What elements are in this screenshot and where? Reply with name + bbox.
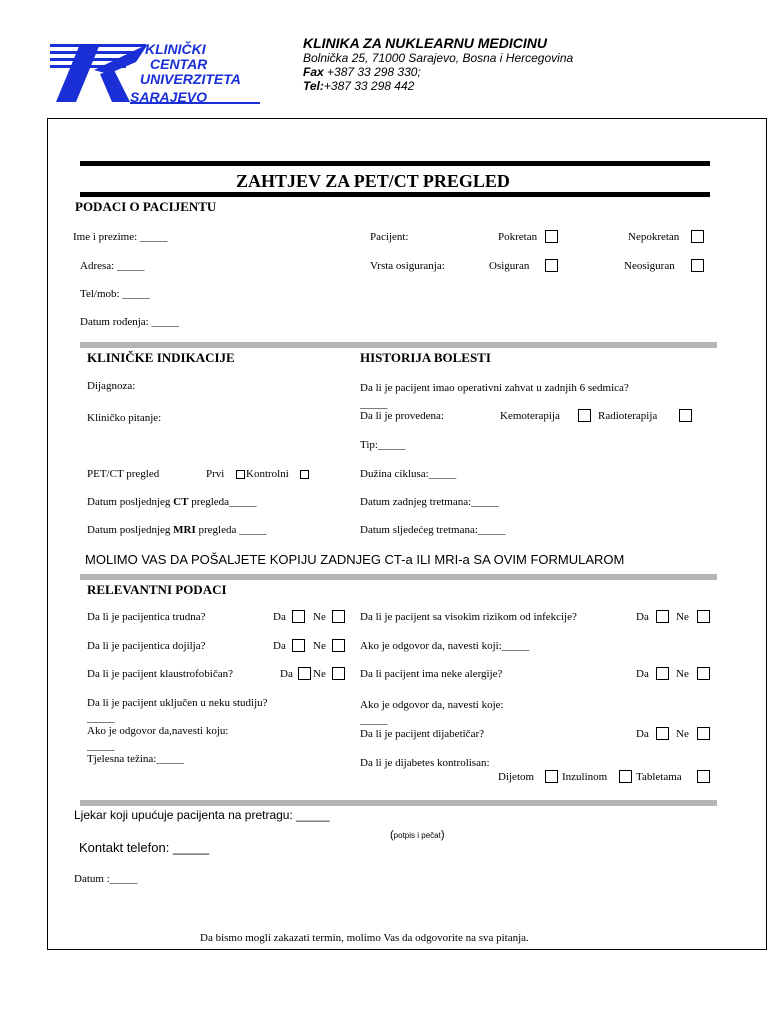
allergies-which-blank[interactable]: _____ bbox=[360, 714, 388, 726]
control-exam-checkbox[interactable] bbox=[300, 470, 309, 479]
last-mri-pre: Datum posljednjeg bbox=[87, 524, 174, 536]
logo-text-line4: SARAJEVO bbox=[130, 89, 208, 105]
clinic-fax bbox=[303, 65, 421, 79]
surgery-question: Da li je pacijent imao operativni zahvat u zadnjih 6 sedmica? bbox=[360, 382, 629, 394]
patient-status-label: Pacijent: bbox=[370, 231, 409, 243]
allergies-yes-checkbox[interactable] bbox=[656, 667, 669, 680]
patient-phone-field[interactable]: Tel/mob: _____ bbox=[80, 288, 150, 300]
diabetic-question: Da li je pacijent dijabetičar? bbox=[360, 728, 484, 740]
control-exam-label: Kontrolni bbox=[246, 468, 289, 480]
breastfeeding-yes-label: Da bbox=[273, 640, 286, 652]
date-field[interactable]: Datum :_____ bbox=[74, 873, 138, 885]
immobile-checkbox[interactable] bbox=[691, 230, 704, 243]
pregnant-yes-label: Da bbox=[273, 611, 286, 623]
tel-label: Tel: bbox=[303, 79, 324, 93]
fax-value: +387 33 298 330; bbox=[323, 65, 421, 79]
immobile-label: Nepokretan bbox=[628, 231, 680, 243]
last-mri-bold: MRI bbox=[173, 524, 196, 536]
tablets-checkbox[interactable] bbox=[697, 770, 710, 783]
mobile-label: Pokretan bbox=[498, 231, 538, 243]
study-question: Da li je pacijent uključen u neku studiju? bbox=[87, 697, 268, 709]
contact-phone-field[interactable]: Kontakt telefon: _____ bbox=[79, 840, 210, 855]
logo-text-line2: CENTAR bbox=[150, 56, 208, 72]
history-heading: HISTORIJA BOLESTI bbox=[360, 350, 491, 365]
breastfeeding-no-checkbox[interactable] bbox=[332, 639, 345, 652]
therapy-performed-label: Da li je provedena: bbox=[360, 410, 444, 422]
patient-dob-field[interactable]: Datum rođenja: _____ bbox=[80, 316, 179, 328]
answer-all-note: Da bismo mogli zakazati termin, molimo Vas da odgovorite na sva pitanja. bbox=[200, 932, 529, 944]
weight-field[interactable]: Tjelesna težina:_____ bbox=[87, 753, 184, 765]
insulin-label: Inzulinom bbox=[562, 771, 608, 783]
patient-address-field[interactable]: Adresa: _____ bbox=[80, 260, 145, 272]
breastfeeding-yes-checkbox[interactable] bbox=[292, 639, 305, 652]
section-divider-3 bbox=[80, 800, 717, 806]
form-title: ZAHTJEV ZA PET/CT PREGLED bbox=[236, 171, 510, 191]
signature-text: potpis i pečat bbox=[393, 831, 441, 840]
last-mri-date-field[interactable] bbox=[87, 524, 267, 536]
last-treatment-field[interactable]: Datum zadnjeg tretmana:_____ bbox=[360, 496, 499, 508]
diet-label: Dijetom bbox=[498, 771, 535, 783]
tablets-label: Tabletama bbox=[636, 771, 682, 783]
patient-section-heading: PODACI O PACIJENTU bbox=[75, 199, 217, 214]
infection-no-label: Ne bbox=[676, 611, 689, 623]
claustrophobic-question: Da li je pacijent klaustrofobičan? bbox=[87, 668, 233, 680]
infection-which-field[interactable]: Ako je odgovor da, navesti koji:_____ bbox=[360, 640, 530, 652]
infection-no-checkbox[interactable] bbox=[697, 610, 710, 623]
breastfeeding-no-label: Ne bbox=[313, 640, 326, 652]
diabetic-no-label: Ne bbox=[676, 728, 689, 740]
logo-text-line3: UNIVERZITETA bbox=[140, 71, 241, 87]
tel-value: +387 33 298 442 bbox=[323, 79, 415, 93]
allergies-question: Da li pacijent ima neke alergije? bbox=[360, 668, 503, 680]
diabetic-yes-checkbox[interactable] bbox=[656, 727, 669, 740]
last-mri-post: pregleda _____ bbox=[195, 524, 267, 536]
claustrophobic-yes-label: Da bbox=[280, 668, 293, 680]
clinical-heading: KLINIČKE INDIKACIJE bbox=[87, 350, 235, 365]
mobile-checkbox[interactable] bbox=[545, 230, 558, 243]
last-ct-pre: Datum posljednjeg bbox=[87, 496, 174, 508]
claustrophobic-no-label: Ne bbox=[313, 668, 326, 680]
pregnant-no-checkbox[interactable] bbox=[332, 610, 345, 623]
therapy-type-field[interactable]: Tip:_____ bbox=[360, 439, 406, 451]
uninsured-checkbox[interactable] bbox=[691, 259, 704, 272]
insured-label: Osiguran bbox=[489, 260, 530, 272]
radio-label: Radioterapija bbox=[598, 410, 658, 422]
relevant-heading: RELEVANTNI PODACI bbox=[87, 582, 227, 597]
uninsured-label: Neosiguran bbox=[624, 260, 675, 272]
allergies-yes-label: Da bbox=[636, 668, 649, 680]
allergies-which-label: Ako je odgovor da, navesti koje: bbox=[360, 699, 504, 711]
claustrophobic-yes-checkbox[interactable] bbox=[298, 667, 311, 680]
clinic-address: Bolnička 25, 71000 Sarajevo, Bosna i Hercegovina bbox=[303, 51, 574, 65]
pregnant-no-label: Ne bbox=[313, 611, 326, 623]
referring-doctor-field[interactable]: Ljekar koji upućuje pacijenta na pretragu: _____ bbox=[74, 808, 330, 822]
section-divider-2 bbox=[80, 574, 717, 580]
next-treatment-field[interactable]: Datum sljedećeg tretmana:_____ bbox=[360, 524, 506, 536]
chemo-checkbox[interactable] bbox=[578, 409, 591, 422]
diet-checkbox[interactable] bbox=[545, 770, 558, 783]
study-answer-blank[interactable]: _____ bbox=[87, 712, 115, 724]
claustrophobic-no-checkbox[interactable] bbox=[332, 667, 345, 680]
radio-checkbox[interactable] bbox=[679, 409, 692, 422]
last-ct-post: pregleda_____ bbox=[188, 496, 257, 508]
surgery-answer-blank[interactable]: _____ bbox=[360, 398, 388, 410]
first-exam-checkbox[interactable] bbox=[236, 470, 245, 479]
breastfeeding-question: Da li je pacijentica dojilja? bbox=[87, 640, 206, 652]
signature-close: ) bbox=[440, 829, 445, 841]
allergies-no-label: Ne bbox=[676, 668, 689, 680]
infection-question: Da li je pacijent sa visokim rizikom od infekcije? bbox=[360, 611, 577, 623]
first-exam-label: Prvi bbox=[206, 468, 225, 480]
pregnant-yes-checkbox[interactable] bbox=[292, 610, 305, 623]
section-divider-1 bbox=[80, 342, 717, 348]
diabetic-yes-label: Da bbox=[636, 728, 649, 740]
pregnant-question: Da li je pacijentica trudna? bbox=[87, 611, 206, 623]
clinical-question-field[interactable]: Kliničko pitanje: bbox=[87, 412, 162, 424]
diagnosis-field[interactable]: Dijagnoza: bbox=[87, 380, 136, 392]
infection-yes-label: Da bbox=[636, 611, 649, 623]
clinic-tel bbox=[303, 79, 414, 93]
diabetic-no-checkbox[interactable] bbox=[697, 727, 710, 740]
copy-request-notice: MOLIMO VAS DA POŠALJETE KOPIJU ZADNJEG CT-a ILI MRI-a SA OVIM FORMULAROM bbox=[85, 552, 625, 567]
allergies-no-checkbox[interactable] bbox=[697, 667, 710, 680]
diabetes-controlled-question: Da li je dijabetes kontrolisan: bbox=[360, 757, 490, 769]
last-ct-bold: CT bbox=[173, 496, 189, 508]
last-ct-date-field[interactable] bbox=[87, 496, 257, 508]
fax-label: Fax bbox=[303, 65, 324, 79]
infection-yes-checkbox[interactable] bbox=[656, 610, 669, 623]
insurance-label: Vrsta osiguranja: bbox=[370, 260, 445, 272]
patient-name-field[interactable]: Ime i prezime: _____ bbox=[73, 231, 168, 243]
clinic-name: KLINIKA ZA NUKLEARNU MEDICINU bbox=[303, 35, 547, 51]
logo-text-line1: KLINIČKI bbox=[145, 41, 206, 57]
title-bottom-rule bbox=[80, 192, 710, 197]
cycle-length-field[interactable]: Dužina ciklusa:_____ bbox=[360, 468, 457, 480]
chemo-label: Kemoterapija bbox=[500, 410, 560, 422]
insulin-checkbox[interactable] bbox=[619, 770, 632, 783]
signature-open: ( bbox=[390, 829, 394, 841]
insured-checkbox[interactable] bbox=[545, 259, 558, 272]
title-top-rule bbox=[80, 161, 710, 166]
signature-note bbox=[390, 825, 444, 843]
petct-exam-label: PET/CT pregled bbox=[87, 468, 160, 480]
study-name-label: Ako je odgovor da,navesti koju: bbox=[87, 725, 229, 737]
study-name-blank[interactable]: _____ bbox=[87, 740, 115, 752]
